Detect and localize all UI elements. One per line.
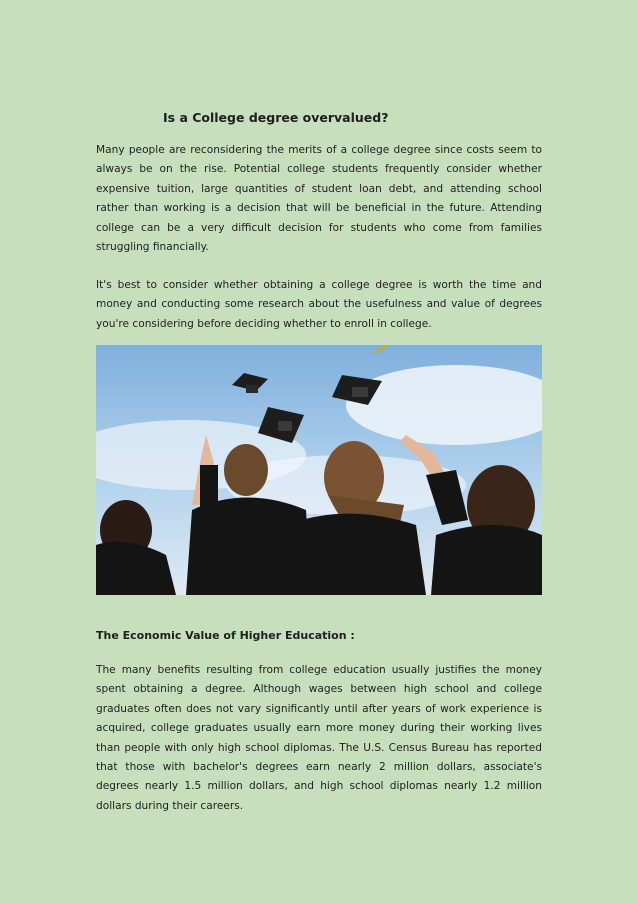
- advice-paragraph: It's best to consider whether obtaining a college degree is worth the time and money and conducting some research about the usefulness and value of degrees you're considering before deciding whether to enroll in college.: [96, 279, 542, 330]
- graduation-photo: [96, 345, 542, 595]
- economic-value-paragraph: The many benefits resulting from college education usually justifies the money spent obtaining a degree. Although wages between high school and college graduates often does not vary significantly until after years of work experience is acquired, college graduates usually earn more money during their working lives than people with only high school diplomas. The U.S. Census Bureau has reported that those with bachelor's degrees earn nearly 2 million dollars, associate's degrees nearly 1.5 million dollars, and high school diplomas nearly 1.2 million dollars during their careers.: [96, 664, 542, 812]
- page-title: Is a College degree overvalued?: [163, 110, 389, 125]
- graduation-illustration: [96, 345, 542, 595]
- section-heading: The Economic Value of Higher Education :: [96, 629, 355, 642]
- intro-paragraph: Many people are reconsidering the merits of a college degree since costs seem to always be on the rise. Potential college students frequently consider whether expensive tuition, large quantities of student loan debt, and attending school rather than working is a decision that will be beneficial in the future. Attending college can be a very difficult decision for students who come from families struggling financially.: [96, 144, 542, 254]
